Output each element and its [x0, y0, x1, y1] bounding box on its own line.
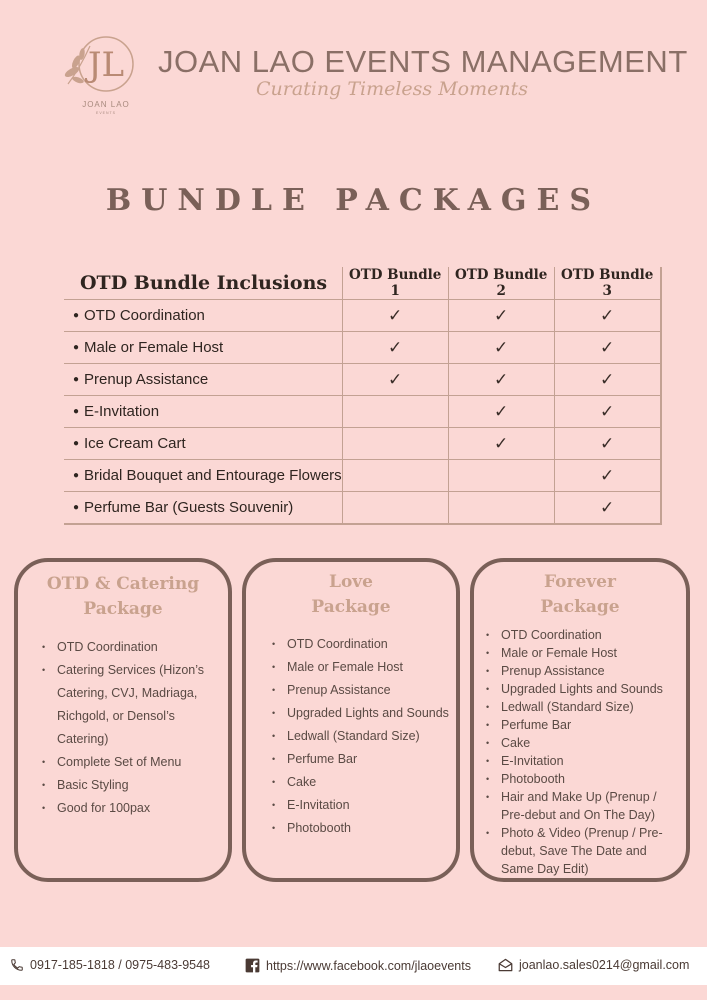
check-cell: ✓ — [342, 364, 448, 396]
check-cell: ✓ — [448, 332, 554, 364]
feature-cell: ● Ice Cream Cart — [64, 428, 342, 460]
list-item: • Prenup Assistance — [268, 679, 450, 702]
footer-facebook[interactable] — [245, 958, 471, 973]
table-row — [64, 332, 661, 364]
check-cell — [342, 428, 448, 460]
package-card-otd-catering — [14, 558, 232, 882]
feature-label: Ice Cream Cart — [84, 435, 186, 452]
list-item: • Cake — [268, 771, 450, 794]
package-title-line1: Forever — [544, 572, 616, 592]
inclusions-table — [64, 267, 662, 525]
list-item: • Photobooth — [268, 817, 450, 840]
feature-label: Prenup Assistance — [84, 371, 209, 388]
feature-cell: ● Male or Female Host — [64, 332, 342, 364]
brand-tagline: Curating Timeless Moments — [256, 78, 528, 100]
check-cell: ✓ — [448, 300, 554, 332]
brand-logo — [60, 28, 140, 120]
feature-cell: ● Perfume Bar (Guests Souvenir) — [64, 492, 342, 525]
package-title-line1: Love — [329, 572, 373, 592]
list-item: • E-Invitation — [482, 752, 680, 770]
package-title — [246, 570, 456, 620]
check-cell: ✓ — [554, 428, 661, 460]
check-cell: ✓ — [448, 396, 554, 428]
page-title: BUNDLE PACKAGES — [105, 183, 602, 218]
list-item: • OTD Coordination — [482, 626, 680, 644]
list-item: • Male or Female Host — [268, 656, 450, 679]
feature-label: E-Invitation — [84, 403, 160, 420]
list-item: • Prenup Assistance — [482, 662, 680, 680]
facebook-link[interactable]: https://www.facebook.com/jlaoevents — [266, 959, 471, 973]
feature-label: Perfume Bar (Guests Souvenir) — [84, 499, 294, 516]
check-cell — [342, 492, 448, 525]
check-cell: ✓ — [554, 460, 661, 492]
table-row — [64, 492, 661, 525]
list-item: • Perfume Bar — [482, 716, 680, 734]
list-item: • OTD Coordination — [268, 633, 450, 656]
column-header-bundle-2: OTD Bundle 2 — [448, 267, 554, 300]
check-cell: ✓ — [342, 300, 448, 332]
feature-label: OTD Coordination — [84, 307, 205, 324]
check-cell: ✓ — [448, 428, 554, 460]
logo-subtext: EVENTS — [95, 111, 117, 115]
column-header-bundle-3: OTD Bundle 3 — [554, 267, 661, 300]
contact-footer — [0, 947, 707, 985]
package-title-line2: Package — [540, 597, 620, 617]
check-cell: ✓ — [554, 332, 661, 364]
list-item: • Photo & Video (Prenup / Pre-debut, Save The Date and Same Day Edit) — [482, 824, 680, 878]
feature-cell: ● E-Invitation — [64, 396, 342, 428]
list-item: • Ledwall (Standard Size) — [268, 725, 450, 748]
list-item: • Ledwall (Standard Size) — [482, 698, 680, 716]
package-title — [18, 572, 228, 622]
table-row — [64, 428, 661, 460]
list-item: • Photobooth — [482, 770, 680, 788]
package-title-line2: Package — [83, 599, 163, 619]
table-heading: OTD Bundle Inclusions — [64, 267, 342, 300]
email-link[interactable]: joanlao.sales0214@gmail.com — [519, 958, 690, 972]
list-item: • Basic Styling — [38, 774, 222, 797]
check-cell: ✓ — [554, 492, 661, 525]
list-item: • OTD Coordination — [38, 636, 222, 659]
package-card-forever — [470, 558, 690, 882]
feature-cell: ● Bridal Bouquet and Entourage Flowers — [64, 460, 342, 492]
list-item: • Male or Female Host — [482, 644, 680, 662]
list-item: • Upgraded Lights and Sounds — [268, 702, 450, 725]
leaf-icon — [63, 46, 90, 84]
column-header-bundle-1: OTD Bundle 1 — [342, 267, 448, 300]
phone-text: 0917-185-1818 / 0975-483-9548 — [30, 958, 211, 972]
list-item: • Cake — [482, 734, 680, 752]
table-row — [64, 460, 661, 492]
package-items — [18, 636, 228, 820]
table-row — [64, 396, 661, 428]
check-cell: ✓ — [342, 332, 448, 364]
package-items — [246, 633, 456, 840]
list-item: • E-Invitation — [268, 794, 450, 817]
feature-cell: ● OTD Coordination — [64, 300, 342, 332]
feature-label: Bridal Bouquet and Entourage Flowers — [84, 467, 342, 484]
check-cell: ✓ — [554, 300, 661, 332]
check-cell — [342, 460, 448, 492]
logo-monogram: JL — [87, 45, 125, 85]
table-header-row — [64, 267, 661, 300]
phone-icon — [10, 958, 24, 972]
package-items — [474, 626, 686, 878]
table-row — [64, 364, 661, 396]
facebook-icon — [245, 958, 260, 973]
package-card-love — [242, 558, 460, 882]
list-item: • Perfume Bar — [268, 748, 450, 771]
table-row — [64, 300, 661, 332]
check-cell: ✓ — [448, 364, 554, 396]
check-cell — [342, 396, 448, 428]
mail-icon — [498, 958, 513, 972]
list-item: • Hair and Make Up (Prenup / Pre-debut and On The Day) — [482, 788, 680, 824]
package-title-line2: Package — [311, 597, 391, 617]
check-cell: ✓ — [554, 396, 661, 428]
check-cell — [448, 460, 554, 492]
check-cell: ✓ — [554, 364, 661, 396]
list-item: • Complete Set of Menu — [38, 751, 222, 774]
list-item: • Upgraded Lights and Sounds — [482, 680, 680, 698]
package-title-line1: OTD & Catering — [46, 574, 200, 594]
brand-name: JOAN LAO EVENTS MANAGEMENT — [158, 44, 688, 79]
check-cell — [448, 492, 554, 525]
logo-text: JOAN LAO — [82, 100, 130, 109]
feature-cell: ● Prenup Assistance — [64, 364, 342, 396]
package-title — [474, 570, 686, 620]
list-item: • Catering Services (Hizon’s Catering, CVJ, Madriaga, Richgold, or Densol’s Catering) — [38, 659, 222, 751]
footer-phone — [10, 958, 210, 972]
footer-email[interactable] — [498, 958, 689, 972]
feature-label: Male or Female Host — [84, 339, 224, 356]
list-item: • Good for 100pax — [38, 797, 222, 820]
